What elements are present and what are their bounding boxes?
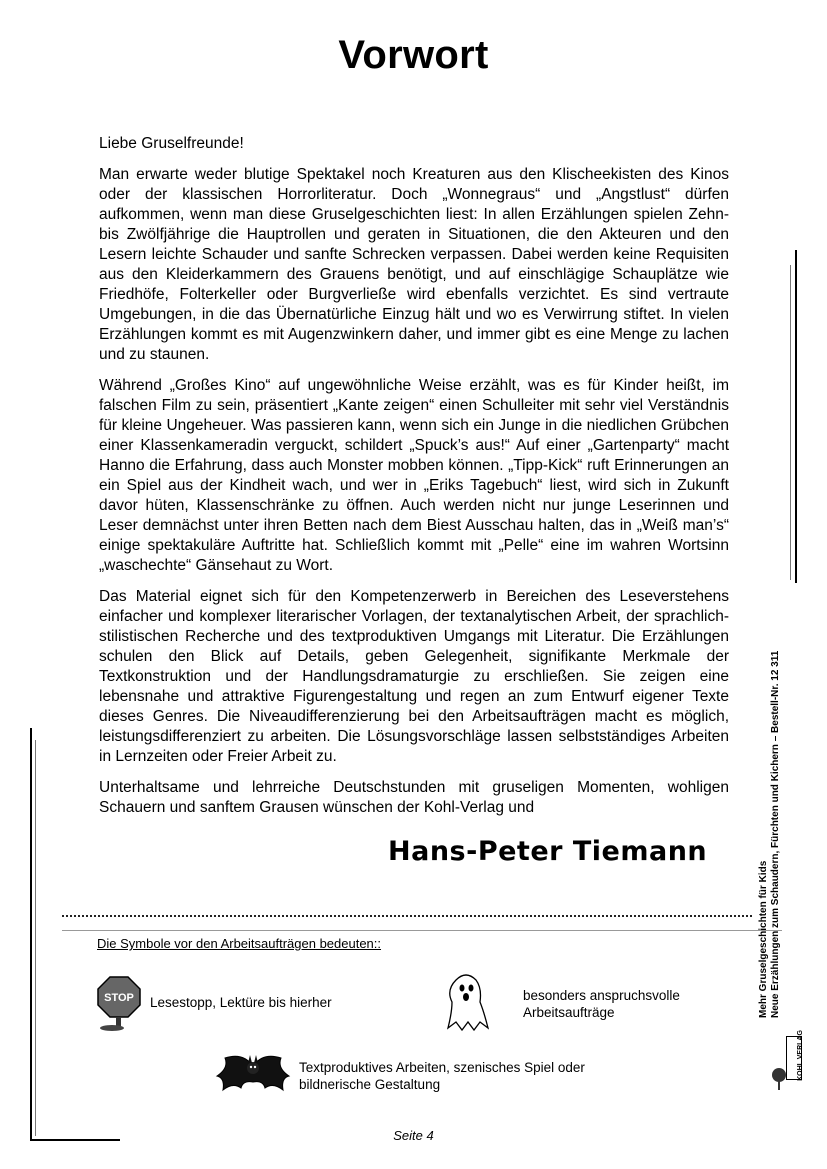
dotted-divider: [62, 915, 752, 917]
stop-text: Lesestopp, Lektüre bis hierher: [150, 995, 332, 1010]
stop-sign-icon: [96, 975, 142, 1031]
bat-text: [299, 1059, 585, 1093]
signature: Hans-Peter Tiemann: [388, 836, 708, 867]
paragraph-4: Unterhaltsame und lehrreiche Deutschstunden mit gruseligen Momenten, wohligen Schauern und sanftem Grausen wünschen der Kohl-Verlag und: [99, 779, 729, 816]
frame-line-left-inner: [35, 740, 36, 1136]
paragraph-3: Das Material eignet sich für den Kompetenzerwerb in Bereichen des Leseverstehens einfacher und komplexer literarischer Vorlagen, der textanalytischen Arbeit, der sprachlich-stilistischen Recherche und des textproduktiven Umgangs mit Literatur. Die Erzählungen schulen den Blick auf Details, geben Gelegenheit, signifikante Merkmale der Textkonstruktion und der Handlungsdramaturgie zu erschließen. Sie zeigen eine lebensnahe und attraktive Figurengestaltung und regen an zum Entwurf eigener Texte dieses Genres. Die Niveaudifferenzierung bei den Arbeitsaufträgen macht es möglich, leistungsdifferenziert zu arbeiten. Die Lösungsvorschläge lassen selbstständiges Arbeiten in Lernzeiten oder Freier Arbeit zu.: [99, 588, 729, 765]
frame-line-bottom: [30, 1139, 120, 1141]
stop-sign-label: STOP: [104, 992, 134, 1004]
greeting: Liebe Gruselfreunde!: [99, 135, 244, 152]
page-title: Vorwort: [338, 33, 489, 77]
ghost-icon: [442, 972, 490, 1032]
symbols-heading: Die Symbole vor den Arbeitsaufträgen bedeuten::: [97, 936, 382, 951]
page-number: Seite 4: [393, 1128, 434, 1143]
frame-line-right: [795, 250, 797, 583]
paragraph-1: Man erwarte weder blutige Spektakel noch Kreaturen aus den Klischeekisten des Kinos oder der klassischen Horrorliteratur. Doch „Wonnegraus“ und „Angstlust“ dürfen aufkommen, wenn man diese Gruselgeschichten liest: In allen Erzählungen spielen Zehn- bis Zwölfjährige die Hauptrollen und geraten in Situationen, die den Akteuren und den Lesern leichte Schauder und sanfte Schrecken verpassen. Dabei werden keine Requisiten aus den Kleiderkammern des Grauens benötigt, und auf einschlägige Schauplätze wie Friedhöfe, Folterkeller oder Burgverließe wird ebenfalls verzichtet. Es sind vertraute Umgebungen, in die das Übernatürliche Einzug hält und wo es Verwirrung stiftet. In vielen Erzählungen kommt es mit Augenzwinkern daher, und immer gibt es eine Menge zu lachen und zu staunen.: [99, 166, 729, 363]
ghost-text: [523, 987, 680, 1021]
kohl-verlag-logo: [786, 1030, 804, 1081]
frame-line-left: [30, 728, 32, 1140]
bat-text-line2: bildnerische Gestaltung: [299, 1077, 441, 1092]
bat-icon: [213, 1046, 293, 1102]
body-text: [99, 134, 729, 829]
paragraph-2: Während „Großes Kino“ auf ungewöhnliche Weise erzählt, was es für Kinder heißt, im falschen Film zu sein, präsentiert „Kante zeigen“ einen Schulleiter mit sehr viel Verständnis für kleine Ungeheuer. Was passieren kann, wenn sich ein Junge in die niedlichen Grübchen einer Klassenkameradin verguckt, schildert „Spuck’s aus!“ Auf einer „Gartenparty“ macht Hanno die Erfahrung, dass auch Monster mobben können. „Tipp-Kick“ ruft Erinnerungen an ein Spiel aus der Kindheit wach, und wer in „Eriks Tagebuch“ liest, wird sich in Zukunft davor hüten, Klassenschränke zu öffnen. Auch werden nicht nur junge Leserinnen und Leser demnächst unter ihren Betten nach dem Biest Ausschau halten, das in „Weiß man’s“ einige spektakuläre Auftritte hat. Schließlich kommt mit „Pelle“ eine im wahren Wortsinn „waschechte“ Gänsehaut zu Wort.: [99, 377, 729, 574]
frame-line-right-inner: [790, 265, 791, 580]
side-line-2: Neue Erzählungen zum Schaudern, Fürchten und Kichern – Bestell-Nr. 12 311: [770, 650, 781, 1018]
kohl-verlag-logo-text: KOHL VERLAG: [796, 1030, 804, 1081]
section-divider: [62, 930, 782, 931]
side-publication-info: [758, 638, 782, 1018]
ghost-text-line1: besonders anspruchsvolle: [523, 988, 680, 1003]
bat-text-line1: Textproduktives Arbeiten, szenisches Spiel oder: [299, 1060, 585, 1075]
side-line-1: Mehr Gruselgeschichten für Kids: [758, 860, 769, 1018]
ghost-text-line2: Arbeitsaufträge: [523, 1005, 615, 1020]
